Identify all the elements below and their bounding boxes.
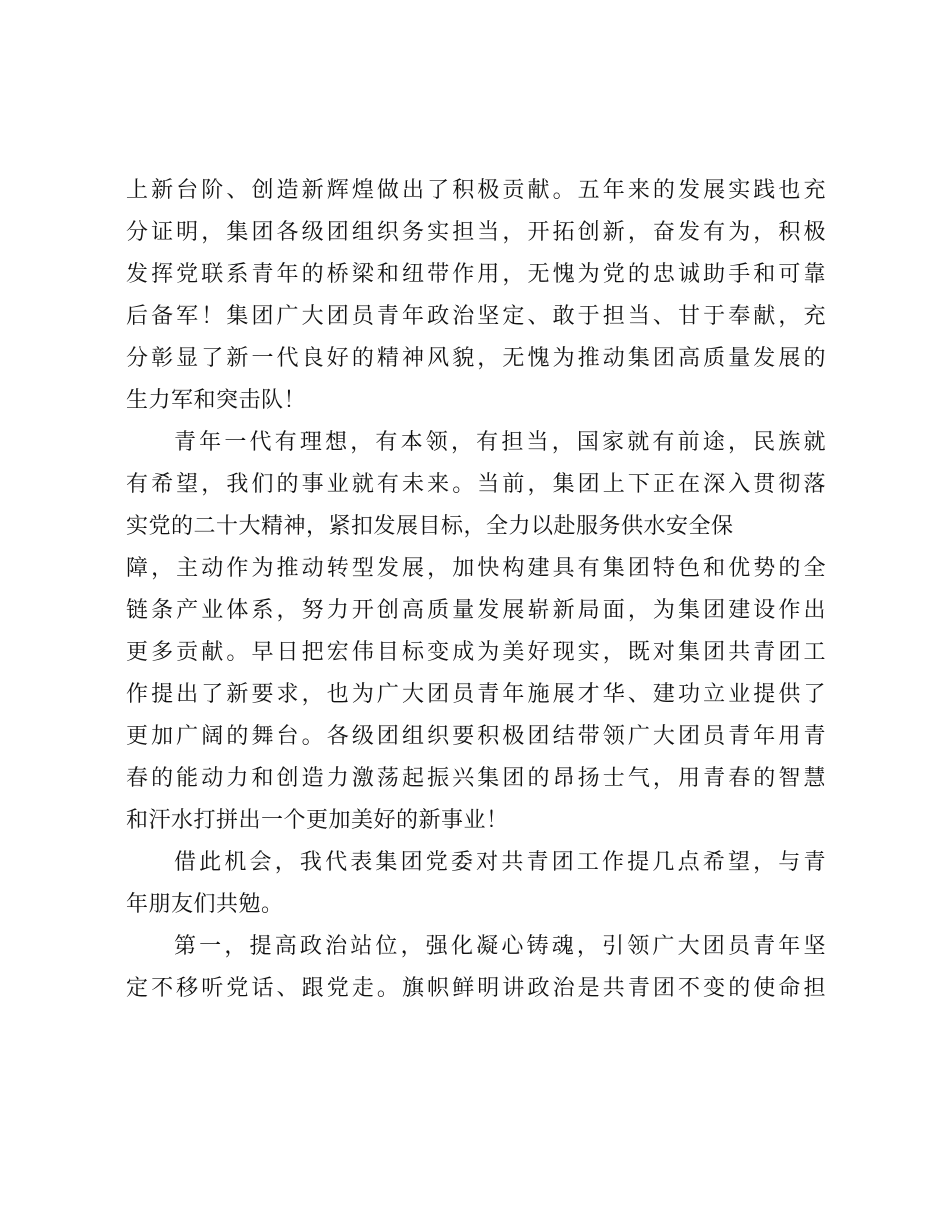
text-line: 分证明，集团各级团组织务实担当，开拓创新，奋发有为，积极 [126, 220, 826, 245]
text-line: 有希望，我们的事业就有未来。当前，集团上下正在深入贯彻落 [126, 472, 826, 497]
text-line: 发挥党联系青年的桥梁和纽带作用，无愧为党的忠诚助手和可靠 [126, 262, 826, 287]
text-line: 和汗水打拼出一个更加美好的新事业！ [126, 808, 509, 833]
text-line: 春的能动力和创造力激荡起振兴集团的昂扬士气，用青春的智慧 [126, 766, 826, 791]
text-line: 年朋友们共勉。 [126, 892, 284, 917]
text-line: 作提出了新要求，也为广大团员青年施展才华、建功立业提供了 [126, 682, 826, 707]
text-line: 上新台阶、创造新辉煌做出了积极贡献。五年来的发展实践也充 [126, 178, 826, 203]
text-line: 实党的二十大精神，紧扣发展目标，全力以赴服务供水安全保 [126, 514, 734, 539]
paragraph-start-line: 青年一代有理想，有本领，有担当，国家就有前途，民族就 [174, 430, 826, 455]
text-line: 定不移听党话、跟党走。旗帜鲜明讲政治是共青团不变的使命担 [126, 976, 826, 1001]
text-line: 障，主动作为推动转型发展，加快构建具有集团特色和优势的全 [126, 556, 826, 581]
text-line: 分彰显了新一代良好的精神风貌，无愧为推动集团高质量发展的 [126, 346, 826, 371]
text-line: 更加广阔的舞台。各级团组织要积极团结带领广大团员青年用青 [126, 724, 826, 749]
body-text [126, 170, 826, 1010]
text-line: 链条产业体系，努力开创高质量发展崭新局面，为集团建设作出 [126, 598, 826, 623]
text-line: 生力军和突击队！ [126, 388, 307, 413]
paragraph-start-line: 第一，提高政治站位，强化凝心铸魂，引领广大团员青年坚 [174, 934, 826, 959]
text-line: 更多贡献。早日把宏伟目标变成为美好现实，既对集团共青团工 [126, 640, 826, 665]
paragraph-start-line: 借此机会，我代表集团党委对共青团工作提几点希望，与青 [174, 850, 826, 875]
text-line: 后备军！集团广大团员青年政治坚定、敢于担当、甘于奉献，充 [126, 304, 826, 329]
